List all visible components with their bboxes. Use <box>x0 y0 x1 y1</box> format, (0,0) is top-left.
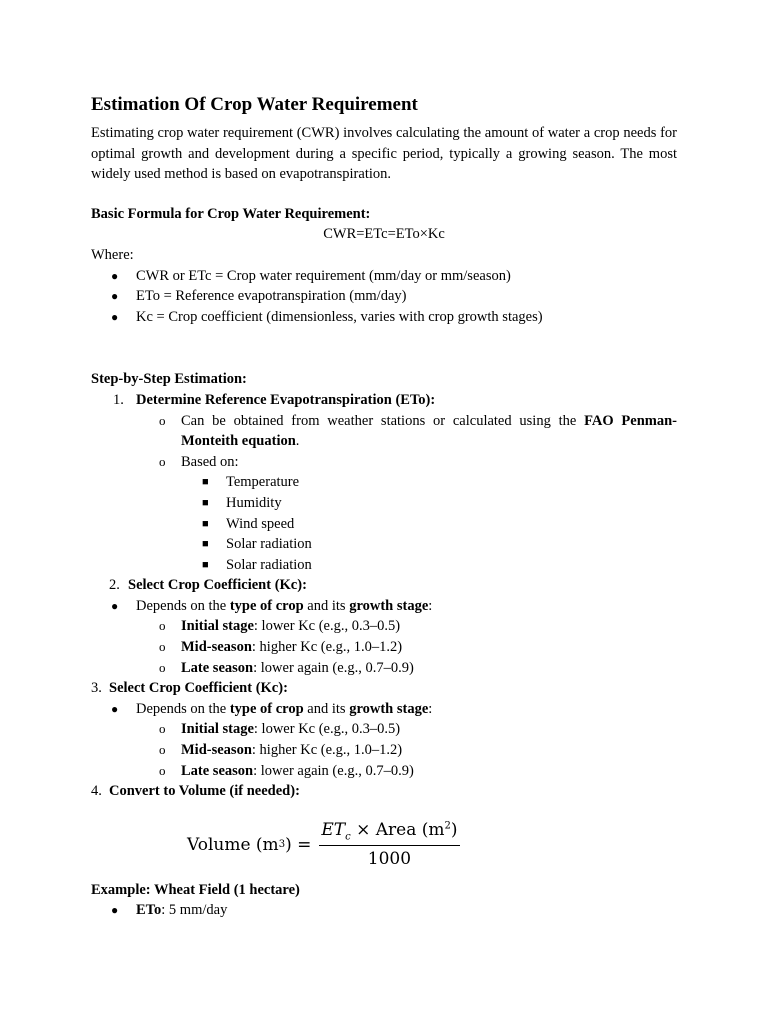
circle-bullet-icon: o <box>159 742 166 758</box>
example-heading: Example: Wheat Field (1 hectare) <box>91 881 300 898</box>
step-2: 2. Select Crop Coefficient (Kc): <box>109 577 307 594</box>
circle-bullet-icon: o <box>159 721 166 737</box>
square-bullet-icon: ■ <box>202 476 209 489</box>
basic-formula-heading: Basic Formula for Crop Water Requirement: <box>91 205 371 222</box>
list-item: ● CWR or ETc = Crop water requirement (mm/day or mm/season) <box>91 266 677 287</box>
step-1-title: Determine Reference Evapotranspiration (ETo): <box>136 391 436 408</box>
list-item: o Can be obtained from weather stations or calculated using the FAO Penman-Monteith equation. <box>159 412 677 450</box>
list-item: o Initial stage: lower Kc (e.g., 0.3–0.5) <box>91 616 677 637</box>
intro-paragraph: Estimating crop water requirement (CWR) involves calculating the amount of water a crop needs for optimal growth and development during a specific period, typically a growing season. The most widely used method is based on evapotranspiration. <box>91 125 677 183</box>
fraction-numerator: $ET_c$ × Area $(m^2)$ <box>319 820 459 846</box>
list-item: ● Depends on the type of crop and its growth stage: <box>91 596 677 617</box>
basic-formula: CWR=ETc=ETo×Kc <box>323 226 445 243</box>
circle-bullet-icon: o <box>159 762 166 778</box>
fraction <box>319 820 459 869</box>
square-bullet-icon: ■ <box>202 558 209 571</box>
list-item: o Based on: <box>91 452 677 473</box>
circle-bullet-icon: o <box>159 618 166 634</box>
list-item: ■ Solar radiation <box>91 534 677 555</box>
volume-formula: Volume (m 3 ) = $\frac{ET_c \times Area (m^2)}{1000}$ <box>187 819 458 870</box>
list-item: ■ Solar radiation <box>91 555 677 576</box>
list-item: o Late season: lower again (e.g., 0.7–0.9) <box>91 761 677 782</box>
list-item: ● Depends on the type of crop and its growth stage: <box>91 699 677 720</box>
list-item: o Mid-season: higher Kc (e.g., 1.0–1.2) <box>91 637 677 658</box>
list-item: o Late season: lower again (e.g., 0.7–0.9) <box>91 658 677 679</box>
list-item: o Mid-season: higher Kc (e.g., 1.0–1.2) <box>91 740 677 761</box>
bullet-icon: ● <box>111 289 119 304</box>
list-item: ■ Temperature <box>91 472 677 493</box>
list-item: ■ Humidity <box>91 493 677 514</box>
volume-formula-block <box>91 802 677 880</box>
square-bullet-icon: ■ <box>202 538 209 551</box>
square-bullet-icon: ■ <box>202 496 209 509</box>
circle-bullet-icon: o <box>159 453 166 469</box>
document-title: Estimation Of Crop Water Requirement <box>91 94 418 115</box>
step-4: 4. Convert to Volume (if needed): <box>91 783 300 800</box>
list-item: ● ETo = Reference evapotranspiration (mm/day) <box>91 286 677 307</box>
document-page <box>91 92 677 921</box>
list-item: ● Kc = Crop coefficient (dimensionless, varies with crop growth stages) <box>91 307 677 328</box>
circle-bullet-icon: o <box>159 659 166 675</box>
definitions-list <box>91 266 677 328</box>
circle-bullet-icon: o <box>159 639 166 655</box>
step-1: 1. Determine Reference Evapotranspiration (ETo): <box>113 391 436 408</box>
bullet-icon: ● <box>111 598 119 613</box>
list-item: ● ETo: 5 mm/day <box>91 900 677 921</box>
square-bullet-icon: ■ <box>202 517 209 530</box>
bullet-icon: ● <box>111 701 119 716</box>
where-label: Where: <box>91 246 134 263</box>
circle-bullet-icon: o <box>159 412 166 428</box>
step-4-title: Convert to Volume (if needed): <box>109 783 300 800</box>
list-item: ■ Wind speed <box>91 514 677 535</box>
bullet-icon: ● <box>111 309 119 324</box>
step-2-title: Select Crop Coefficient (Kc): <box>128 577 307 594</box>
fraction-denominator: 1000 <box>367 849 412 870</box>
step-3: 3. Select Crop Coefficient (Kc): <box>91 680 288 697</box>
list-item: o Initial stage: lower Kc (e.g., 0.3–0.5) <box>91 719 677 740</box>
steps-heading: Step-by-Step Estimation: <box>91 371 247 388</box>
step-3-title: Select Crop Coefficient (Kc): <box>109 680 288 697</box>
bullet-icon: ● <box>111 903 119 918</box>
bullet-icon: ● <box>111 268 119 283</box>
